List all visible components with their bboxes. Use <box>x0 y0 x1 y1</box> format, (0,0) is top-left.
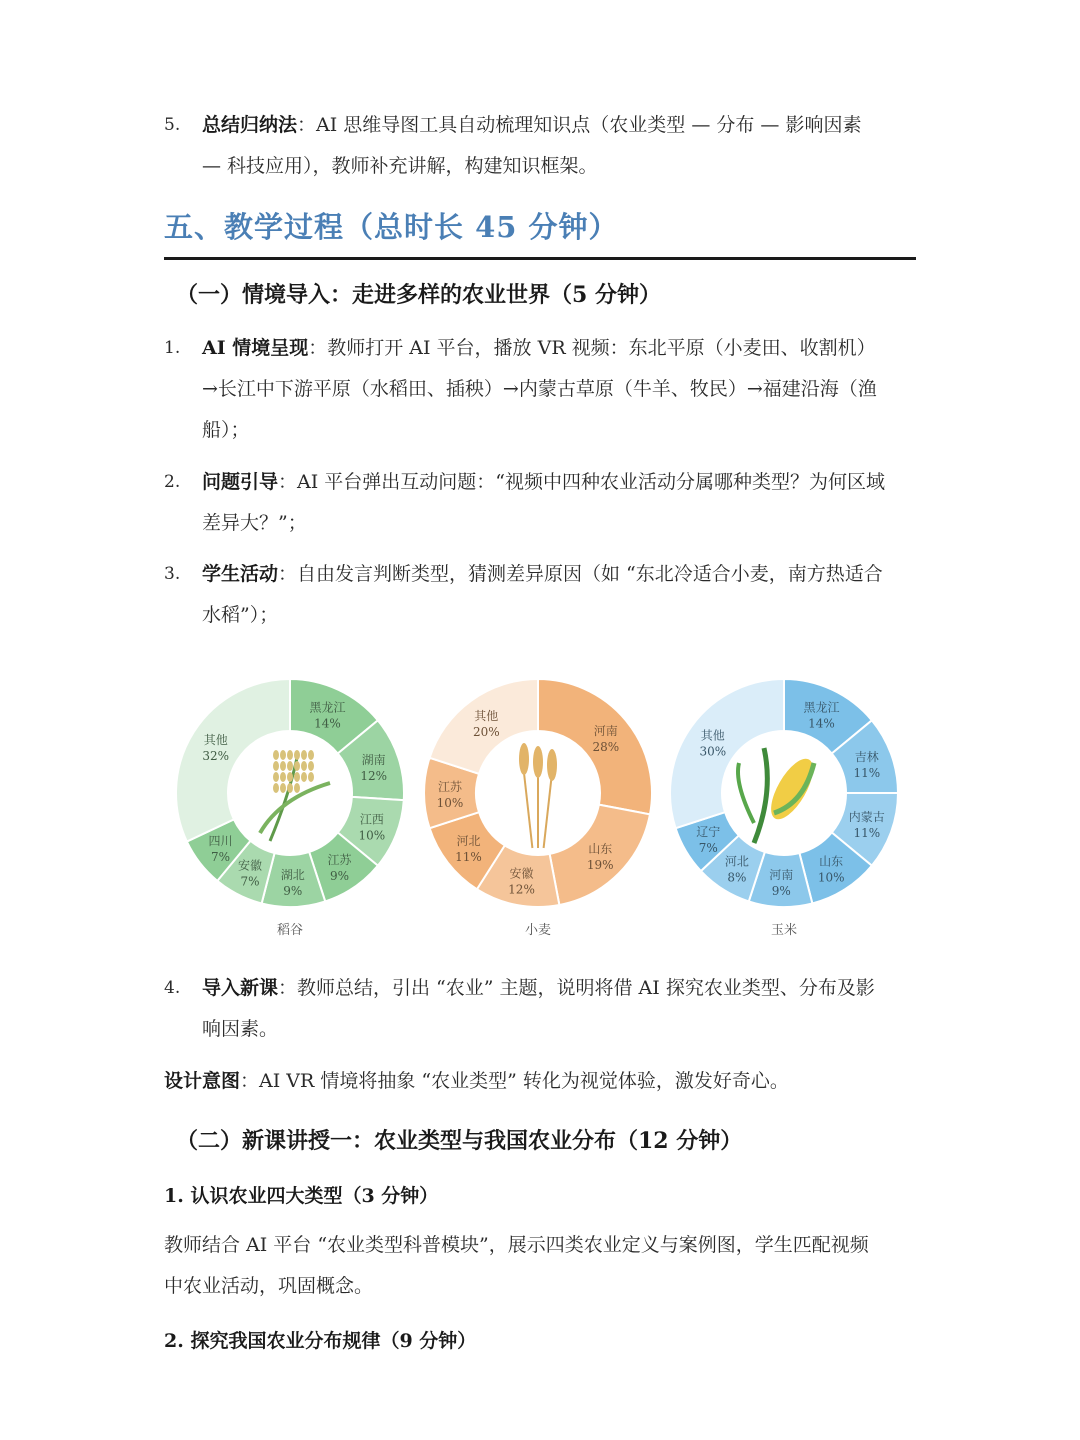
paragraph-text: 教师结合 AI 平台 “农业类型科普模块”，展示四类农业定义与案例图，学生匹配视频 <box>164 1234 869 1256</box>
slice-value: 11% <box>853 766 881 781</box>
slice-label: 山东 <box>819 854 844 869</box>
subsection-title: （二）新课讲授一：农业类型与我国农业分布（12 分钟） <box>176 1128 743 1154</box>
slice-value: 20% <box>472 724 500 739</box>
list-text: 响因素。 <box>202 1018 279 1040</box>
list-keyword: 导入新课 <box>202 977 279 999</box>
paragraph-text: 中农业活动，巩固概念。 <box>164 1275 374 1297</box>
slice-value: 10% <box>817 870 845 885</box>
rice-donut-chart <box>176 679 404 938</box>
slice-value: 14% <box>808 716 835 731</box>
list-number: 3. <box>164 564 181 584</box>
list-item-1 <box>164 328 924 451</box>
list-text: →长江中下游平原（水稻田、插秧）→内蒙古草原（牛羊、牧民）→福建沿海（渔 <box>202 378 877 400</box>
design-keyword: 设计意图 <box>164 1070 241 1092</box>
donut-charts <box>170 675 910 945</box>
slice-label: 江苏 <box>437 780 463 794</box>
slice-value: 12% <box>360 768 388 783</box>
section-title: 五、教学过程（总时长 45 分钟） <box>164 210 619 244</box>
chart-caption: 玉米 <box>770 923 798 938</box>
corn-donut-chart <box>670 679 898 938</box>
list-item-3 <box>164 554 924 636</box>
design-text: ：AI VR 情境将抽象 “农业类型” 转化为视觉体验，激发好奇心。 <box>240 1070 789 1092</box>
slice-value: 7% <box>698 840 718 855</box>
design-intent <box>164 1061 916 1102</box>
chart-caption: 小麦 <box>524 923 552 938</box>
slice-label: 湖北 <box>280 867 305 882</box>
slice-value: 10% <box>436 796 464 810</box>
slice-label: 黑龙江 <box>803 700 840 715</box>
slice-value: 7% <box>240 874 260 889</box>
slice-label: 河北 <box>724 854 749 869</box>
list-item-2 <box>164 462 924 544</box>
slice-value: 12% <box>508 882 535 897</box>
slice-label: 山东 <box>588 842 613 857</box>
slice-value: 11% <box>455 849 482 864</box>
slice-label: 黑龙江 <box>309 700 346 715</box>
list-text: ：AI 平台弹出互动问题：“视频中四种农业活动分属哪种类型？为何区域 <box>278 471 885 493</box>
slice-value: 8% <box>727 870 747 885</box>
slice-label: 江苏 <box>327 852 352 867</box>
list-text: — 科技应用），教师补充讲解，构建知识框架。 <box>202 155 598 177</box>
slice-label: 辽宁 <box>696 824 721 839</box>
list-text: ：自由发言判断类型，猜测差异原因（如 “东北冷适合小麦，南方热适合 <box>278 563 883 585</box>
slice-value: 14% <box>314 716 341 731</box>
slice-value: 9% <box>283 883 303 898</box>
slice-value: 11% <box>853 825 881 840</box>
slice-label: 内蒙古 <box>848 809 885 824</box>
slice-value: 30% <box>699 744 727 759</box>
list-number: 4. <box>164 978 181 998</box>
slice-value: 32% <box>202 748 230 763</box>
slice-value: 7% <box>210 849 230 864</box>
slice-value: 19% <box>586 858 614 873</box>
section-divider <box>164 257 916 260</box>
list-text: 水稻”）； <box>202 604 279 626</box>
slice-value: 28% <box>592 739 620 754</box>
chart-caption: 稻谷 <box>276 923 304 938</box>
list-text: ：教师打开 AI 平台，播放 VR 视频：东北平原（小麦田、收割机） <box>308 337 876 359</box>
list-keyword: 总结归纳法 <box>202 114 298 136</box>
slice-label: 河南 <box>769 867 794 882</box>
list-keyword: AI 情境呈现 <box>202 337 309 359</box>
slice-label: 河南 <box>593 723 618 738</box>
list-keyword: 问题引导 <box>202 471 279 493</box>
subsection-title: （一）情境导入：走进多样的农业世界（5 分钟） <box>176 282 661 308</box>
list-item-5 <box>164 105 924 187</box>
list-text: ：教师总结，引出 “农业” 主题，说明将借 AI 探究农业类型、分布及影 <box>278 977 875 999</box>
slice-label: 其他 <box>700 728 725 743</box>
slice-value: 10% <box>358 828 386 843</box>
slice-label: 吉林 <box>854 750 879 765</box>
slice-label: 安徽 <box>509 866 534 881</box>
slice-label: 湖南 <box>361 752 386 767</box>
slice-value: 9% <box>771 883 791 898</box>
list-text: 差异大？”； <box>202 512 307 534</box>
slice-label: 其他 <box>474 708 499 723</box>
slice-label: 江西 <box>359 812 384 827</box>
wheat-donut-chart <box>424 679 652 938</box>
heading-3: 1. 认识农业四大类型（3 分钟） <box>164 1185 439 1207</box>
list-number: 1. <box>164 338 181 358</box>
list-keyword: 学生活动 <box>202 563 279 585</box>
list-item-4 <box>164 968 924 1050</box>
slice-label: 四川 <box>208 833 233 848</box>
list-text: 船）； <box>202 419 250 441</box>
slice-label: 河北 <box>456 833 481 848</box>
list-number: 5. <box>164 115 181 135</box>
paragraph <box>164 1225 916 1307</box>
list-number: 2. <box>164 472 181 492</box>
slice-value: 9% <box>329 868 349 883</box>
list-text: ：AI 思维导图工具自动梳理知识点（农业类型 — 分布 — 影响因素 <box>297 114 862 136</box>
slice-label: 安徽 <box>238 858 263 873</box>
heading-3: 2. 探究我国农业分布规律（9 分钟） <box>164 1330 477 1352</box>
slice-label: 其他 <box>203 732 228 747</box>
